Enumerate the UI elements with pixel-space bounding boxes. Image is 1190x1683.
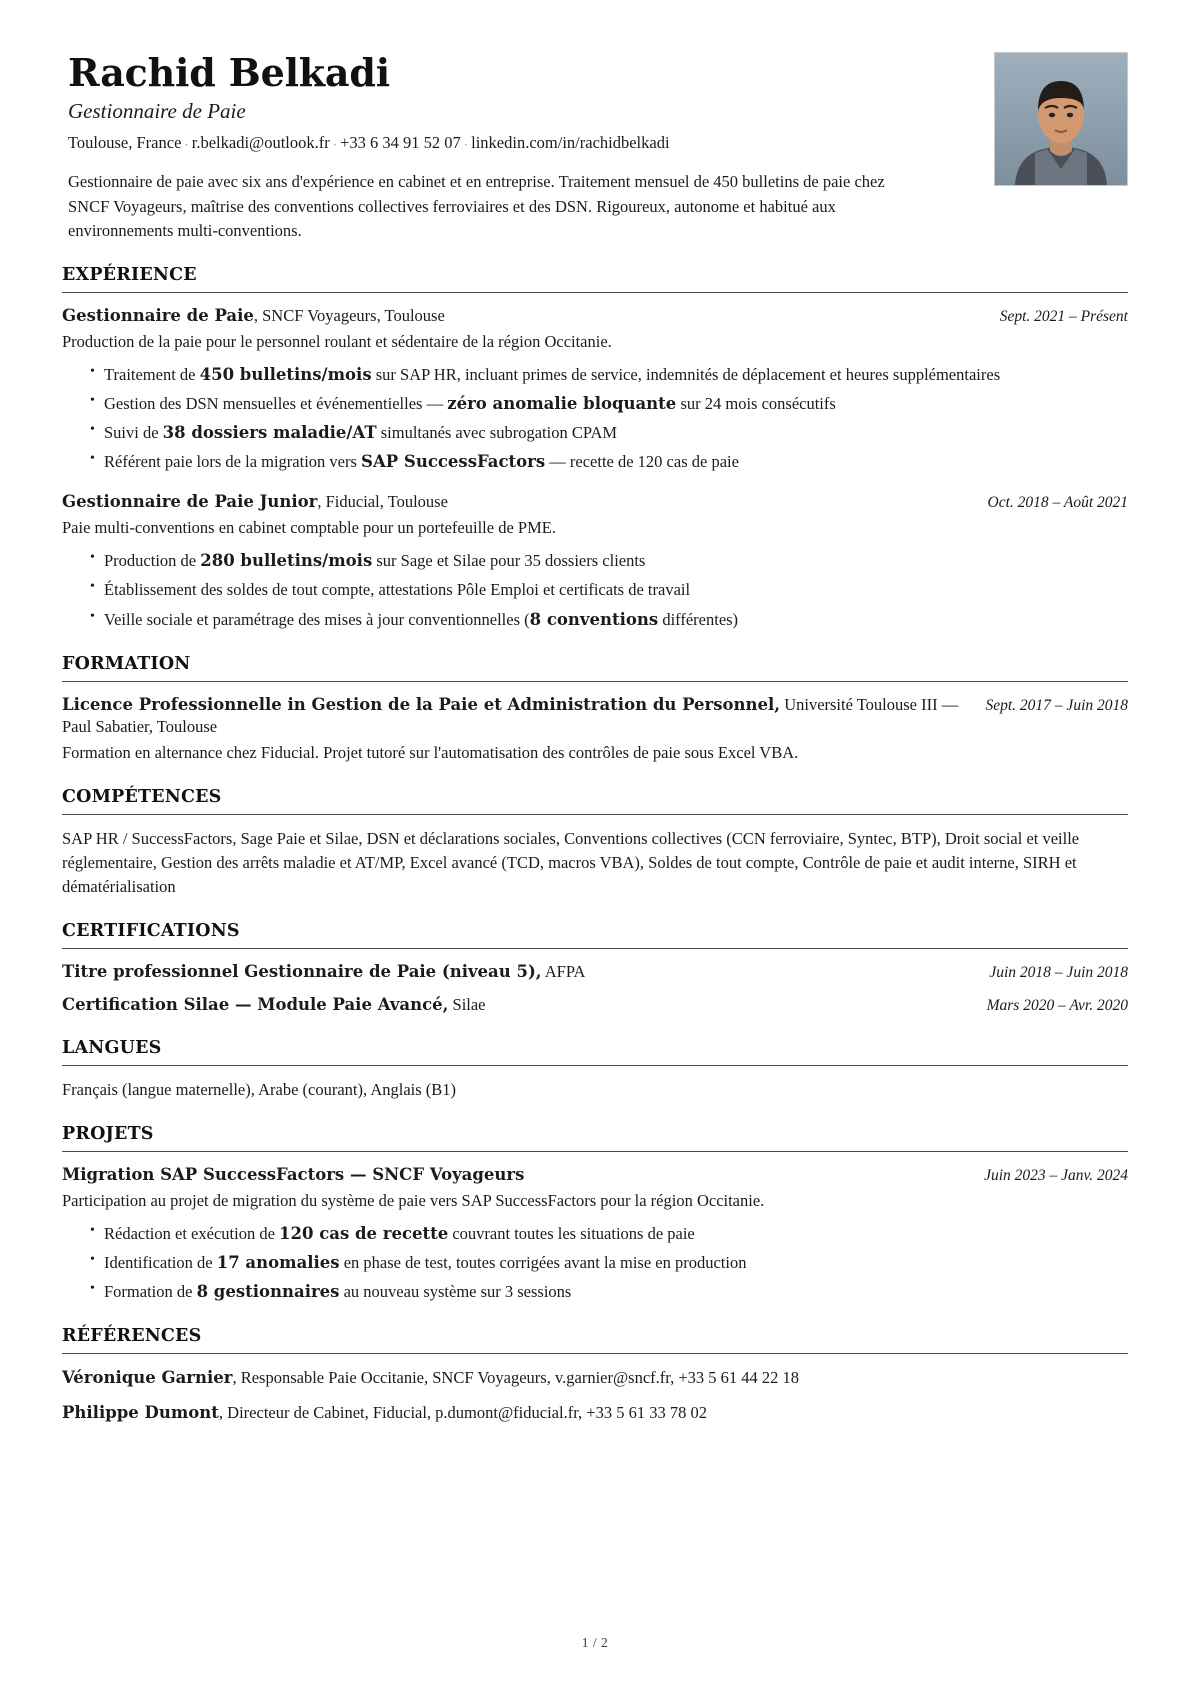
job-date: Oct. 2018 – Août 2021 <box>987 494 1128 512</box>
contact-separator-icon: · <box>332 136 338 152</box>
section-projets <box>62 1124 1128 1304</box>
project-summary: Participation au projet de migration du système de paie vers SAP SuccessFactors pour la région Occitanie. <box>62 1191 765 1211</box>
list-item <box>90 1251 1128 1275</box>
reference-name: Philippe Dumont <box>62 1403 219 1423</box>
section-title-projets: PROJETS <box>62 1123 154 1144</box>
list-item <box>90 1280 1128 1304</box>
education-date: Sept. 2017 – Juin 2018 <box>985 696 1128 714</box>
certification-date: Juin 2018 – Juin 2018 <box>989 964 1128 982</box>
experience-entry <box>62 305 1128 475</box>
bullet-highlight: 450 bulletins/mois <box>199 364 372 384</box>
bullet-text: couvrant toutes les situations de paie <box>448 1224 695 1244</box>
bullet-text: simultanés avec subrogation CPAM <box>376 423 618 443</box>
section-competences <box>62 787 1128 899</box>
job-bullet-list <box>62 549 1128 631</box>
job-company: , SNCF Voyageurs, Toulouse <box>253 305 445 325</box>
job-summary: Paie multi-conventions en cabinet comptable pour un portefeuille de PME. <box>62 518 556 538</box>
professional-summary: Gestionnaire de paie avec six ans d'expérience en cabinet et en entreprise. Traitement mensuel de 450 bulletins de paie chez SNCF Voyageurs, maîtrise des conventions collectives ferroviaires et des DSN. Rigoureux, autonome et habitué aux environnements multi-conventions. <box>68 172 885 240</box>
bullet-highlight: SAP SuccessFactors <box>361 452 546 472</box>
section-divider <box>62 681 1128 682</box>
section-experience <box>62 265 1128 632</box>
list-item <box>90 392 1128 416</box>
section-title-certifications: CERTIFICATIONS <box>62 921 240 942</box>
section-divider <box>62 1065 1128 1066</box>
reference-detail: , Directeur de Cabinet, Fiducial, p.dumont@fiducial.fr, +33 5 61 33 78 02 <box>218 1403 707 1423</box>
certification-row <box>62 961 1128 983</box>
bullet-text: sur 24 mois consécutifs <box>676 393 836 413</box>
section-divider <box>62 948 1128 949</box>
certification-name: Titre professionnel Gestionnaire de Paie (niveau 5), <box>62 962 542 982</box>
section-title-formation: FORMATION <box>62 653 191 674</box>
certification-date: Mars 2020 – Avr. 2020 <box>986 996 1128 1014</box>
skills-text: SAP HR / SuccessFactors, Sage Paie et Silae, DSN et déclarations sociales, Conventions collectives (CCN ferroviaire, Syntec, BTP), Droit social et veille réglementaire, Gestion des arrêts maladie et AT/MP, Excel avancé (TCD, macros VBA), Soldes de tout compte, Contrôle de paie et audit interne, SIRH et dématérialisation <box>62 829 1080 897</box>
list-item <box>90 450 1128 474</box>
bullet-highlight: 8 conventions <box>529 609 659 629</box>
header-text-block <box>62 52 970 243</box>
entry-title <box>62 694 968 739</box>
bullet-text: Formation de <box>104 1282 197 1302</box>
profile-photo <box>994 52 1128 186</box>
certification-row <box>62 994 1128 1016</box>
section-formation <box>62 654 1128 765</box>
section-title-references: RÉFÉRENCES <box>62 1326 202 1347</box>
list-item <box>90 421 1128 445</box>
bullet-highlight: 38 dossiers maladie/AT <box>162 423 377 443</box>
list-item <box>90 578 1128 602</box>
entry-title <box>62 491 970 513</box>
bullet-text: Production de <box>104 551 201 571</box>
contact-location: Toulouse, France <box>68 133 182 153</box>
bullet-text: Établissement des soldes de tout compte, attestations Pôle Emploi et certificats de travail <box>104 580 691 600</box>
reference-detail: , Responsable Paie Occitanie, SNCF Voyageurs, v.garnier@sncf.fr, +33 5 61 44 22 18 <box>232 1368 800 1388</box>
bullet-text: Gestion des DSN mensuelles et événementielles — <box>104 393 448 413</box>
education-entry <box>62 694 1128 765</box>
degree-name: Licence Professionnelle in Gestion de la Paie et Administration du Personnel, <box>62 694 781 714</box>
bullet-text: en phase de test, toutes corrigées avant la mise en production <box>339 1253 747 1273</box>
bullet-text: Suivi de <box>104 423 163 443</box>
list-item <box>90 363 1128 387</box>
job-bullet-list <box>62 363 1128 474</box>
certification-issuer: AFPA <box>541 962 586 982</box>
certification-title <box>62 994 969 1016</box>
bullet-text: — recette de 120 cas de paie <box>545 452 739 472</box>
section-divider <box>62 814 1128 815</box>
bullet-highlight: 120 cas de recette <box>279 1224 449 1244</box>
bullet-text: sur SAP HR, incluant primes de service, indemnités de déplacement et heures supplémentaires <box>371 364 1001 384</box>
reference-name: Véronique Garnier <box>62 1368 233 1388</box>
certification-issuer: Silae <box>448 994 486 1014</box>
languages-text: Français (langue maternelle), Arabe (courant), Anglais (B1) <box>62 1079 457 1099</box>
section-title-competences: COMPÉTENCES <box>62 787 222 808</box>
section-divider <box>62 292 1128 293</box>
project-entry <box>62 1164 1128 1304</box>
candidate-role: Gestionnaire de Paie <box>68 99 246 124</box>
list-item <box>90 608 1128 632</box>
portrait-illustration <box>995 53 1127 185</box>
bullet-text: Veille sociale et paramétrage des mises à jour conventionnelles ( <box>104 609 530 629</box>
reference-row <box>62 1401 1128 1425</box>
section-references <box>62 1326 1128 1425</box>
bullet-text: Rédaction et exécution de <box>104 1224 280 1244</box>
entry-title <box>62 1164 966 1186</box>
contact-email[interactable]: r.belkadi@outlook.fr <box>191 133 330 153</box>
contact-linkedin[interactable]: linkedin.com/in/rachidbelkadi <box>471 133 670 153</box>
certification-name: Certification Silae — Module Paie Avancé, <box>62 994 449 1014</box>
entry-header <box>62 1164 1128 1186</box>
school-name: Université Toulouse III — Paul Sabatier, Toulouse <box>62 694 959 736</box>
bullet-text: différentes) <box>658 609 739 629</box>
bullet-text: Traitement de <box>104 364 200 384</box>
contact-separator-icon: · <box>463 136 469 152</box>
project-name: Migration SAP SuccessFactors — SNCF Voyageurs <box>62 1164 525 1184</box>
list-item <box>90 1222 1128 1246</box>
contact-phone[interactable]: +33 6 34 91 52 07 <box>340 133 461 153</box>
education-detail: Formation en alternance chez Fiducial. Projet tutoré sur l'automatisation des contrôles de paie sous Excel VBA. <box>62 743 799 763</box>
entry-header <box>62 305 1128 327</box>
job-date: Sept. 2021 – Présent <box>999 307 1128 325</box>
certification-title <box>62 961 971 983</box>
contact-line <box>68 132 970 154</box>
bullet-highlight: zéro anomalie bloquante <box>447 393 677 413</box>
entry-header <box>62 694 1128 739</box>
project-bullet-list <box>62 1222 1128 1304</box>
page-footer: 1 / 2 <box>581 1635 609 1650</box>
resume-header <box>62 52 1128 243</box>
candidate-name: Rachid Belkadi <box>68 50 390 95</box>
section-title-experience: EXPÉRIENCE <box>62 264 197 285</box>
experience-entry <box>62 491 1128 631</box>
list-item <box>90 549 1128 573</box>
job-role: Gestionnaire de Paie Junior <box>62 492 318 512</box>
contact-separator-icon: · <box>184 136 189 152</box>
bullet-text: sur Sage et Silae pour 35 dossiers clients <box>372 551 646 571</box>
bullet-text: Référent paie lors de la migration vers <box>104 452 362 472</box>
job-role: Gestionnaire de Paie <box>62 305 254 325</box>
entry-header <box>62 491 1128 513</box>
bullet-highlight: 17 anomalies <box>216 1253 340 1273</box>
bullet-text: au nouveau système sur 3 sessions <box>339 1282 572 1302</box>
section-divider <box>62 1151 1128 1152</box>
section-divider <box>62 1353 1128 1354</box>
section-certifications <box>62 921 1128 1016</box>
job-summary: Production de la paie pour le personnel roulant et sédentaire de la région Occitanie. <box>62 331 612 351</box>
reference-row <box>62 1366 1128 1390</box>
entry-title <box>62 305 982 327</box>
job-company: , Fiducial, Toulouse <box>317 492 448 512</box>
section-title-langues: LANGUES <box>62 1037 162 1058</box>
bullet-highlight: 8 gestionnaires <box>196 1282 340 1302</box>
bullet-highlight: 280 bulletins/mois <box>200 551 373 571</box>
project-date: Juin 2023 – Janv. 2024 <box>984 1166 1128 1184</box>
bullet-text: Identification de <box>104 1253 217 1273</box>
section-langues <box>62 1038 1128 1102</box>
